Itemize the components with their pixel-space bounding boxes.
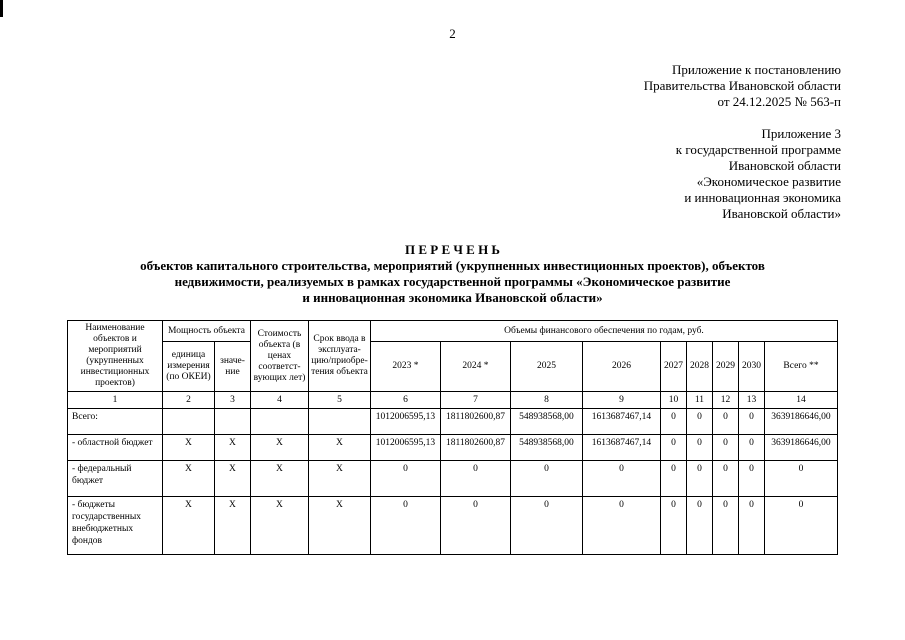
col-number: 5 [308,392,370,409]
annex-reference-block [0,62,905,110]
table-cell: 0 [764,461,837,497]
title-line: недвижимости, реализуемых в рамках государственной программы «Экономическое развитие [174,274,731,289]
table-cell: 0 [370,497,440,555]
table-cell: 1613687467,14 [582,409,660,435]
annex3-line: Ивановской области [728,158,841,173]
table-cell: 0 [660,497,686,555]
table-cell: 0 [440,461,510,497]
table-row-total [67,409,837,435]
table-cell: X [214,435,250,461]
table-cell [214,409,250,435]
header-year-2030: 2030 [738,342,764,392]
annex3-reference-block [0,126,905,222]
table-cell: 0 [660,461,686,497]
table-cell: 0 [370,461,440,497]
table-cell [308,409,370,435]
col-number: 13 [738,392,764,409]
row-label: - федеральный бюджет [67,461,162,497]
col-number: 8 [510,392,582,409]
table-cell: 548938568,00 [510,409,582,435]
table-cell: 1613687467,14 [582,435,660,461]
col-number: 4 [250,392,308,409]
annex-line: Правительства Ивановской области [643,78,841,93]
table-cell: 0 [582,497,660,555]
table-cell: 0 [660,409,686,435]
table-cell: 0 [510,461,582,497]
document-title [0,242,905,306]
table-cell: 0 [738,461,764,497]
table-cell: 0 [738,409,764,435]
table-cell: 0 [712,461,738,497]
table-cell: 1012006595,13 [370,409,440,435]
table-cell: X [162,435,214,461]
table-cell: X [308,497,370,555]
header-total: Всего ** [764,342,837,392]
header-power-unit: единица измерения (по ОКЕИ) [162,342,214,392]
title-line: П Е Р Е Ч Е Н Ь [404,242,501,257]
table-cell: X [214,497,250,555]
annex3-line: Приложение 3 [761,126,841,141]
numbering-row [67,392,837,409]
table-row-regional-budget [67,435,837,461]
col-number: 10 [660,392,686,409]
header-year-2026: 2026 [582,342,660,392]
table-cell: 3639186646,00 [764,435,837,461]
title-line: и инновационная экономика Ивановской области» [302,290,603,305]
table-cell: X [308,461,370,497]
table-cell: 0 [764,497,837,555]
table-cell [250,409,308,435]
table-cell: 0 [712,435,738,461]
table-cell: 0 [686,435,712,461]
header-cost: Стоимость объекта (в ценах соответст-вующих лет) [250,321,308,392]
col-number: 3 [214,392,250,409]
col-number: 7 [440,392,510,409]
annex-line: Приложение к постановлению [671,62,841,77]
table-cell: X [162,461,214,497]
table-cell: 0 [712,409,738,435]
finance-table [67,320,838,555]
col-number: 2 [162,392,214,409]
table-cell: 548938568,00 [510,435,582,461]
table-cell: 3639186646,00 [764,409,837,435]
header-year-2029: 2029 [712,342,738,392]
scan-edge-artifact [0,0,3,17]
row-label: Всего: [67,409,162,435]
col-number: 9 [582,392,660,409]
table-cell: 0 [660,435,686,461]
table-cell: 0 [738,435,764,461]
table-cell: X [250,461,308,497]
table-cell: X [214,461,250,497]
table-row-federal-budget [67,461,837,497]
row-label: - бюджеты государственных внебюджетных фондов [67,497,162,555]
header-year-2028: 2028 [686,342,712,392]
header-year-2025: 2025 [510,342,582,392]
title-line: объектов капитального строительства, мероприятий (укрупненных инвестиционных проектов), объектов [140,258,765,273]
header-term: Срок ввода в эксплуата-цию/приобре-тения объекта [308,321,370,392]
col-number: 6 [370,392,440,409]
col-number: 11 [686,392,712,409]
annex3-line: Ивановской области» [722,206,841,221]
table-cell: 0 [686,497,712,555]
table-cell [162,409,214,435]
page-number: 2 [449,26,456,41]
table-cell: 0 [510,497,582,555]
col-number: 14 [764,392,837,409]
table-cell: X [308,435,370,461]
table-cell: 1811802600,87 [440,409,510,435]
header-finance: Объемы финансового обеспечения по годам, руб. [370,321,837,342]
table-cell: 1012006595,13 [370,435,440,461]
header-power-value: значе-ние [214,342,250,392]
table-cell: 0 [686,461,712,497]
table-cell: 0 [686,409,712,435]
table-cell: 1811802600,87 [440,435,510,461]
annex-line: от 24.12.2025 № 563-п [717,94,841,109]
table-cell: 0 [738,497,764,555]
row-label: - областной бюджет [67,435,162,461]
annex3-line: «Экономическое развитие [696,174,841,189]
header-power: Мощность объекта [162,321,250,342]
table-cell: 0 [440,497,510,555]
header-name: Наименование объектов и мероприятий (укрупненных инвестиционных проектов) [67,321,162,392]
header-year-2024: 2024 * [440,342,510,392]
annex3-line: к государственной программе [675,142,841,157]
table-cell: X [250,435,308,461]
table-cell: 0 [712,497,738,555]
table-cell: X [162,497,214,555]
col-number: 12 [712,392,738,409]
col-number: 1 [67,392,162,409]
header-year-2027: 2027 [660,342,686,392]
table-cell: 0 [582,461,660,497]
table-row-extrabudgetary-funds [67,497,837,555]
header-year-2023: 2023 * [370,342,440,392]
annex3-line: и инновационная экономика [684,190,841,205]
table-cell: X [250,497,308,555]
